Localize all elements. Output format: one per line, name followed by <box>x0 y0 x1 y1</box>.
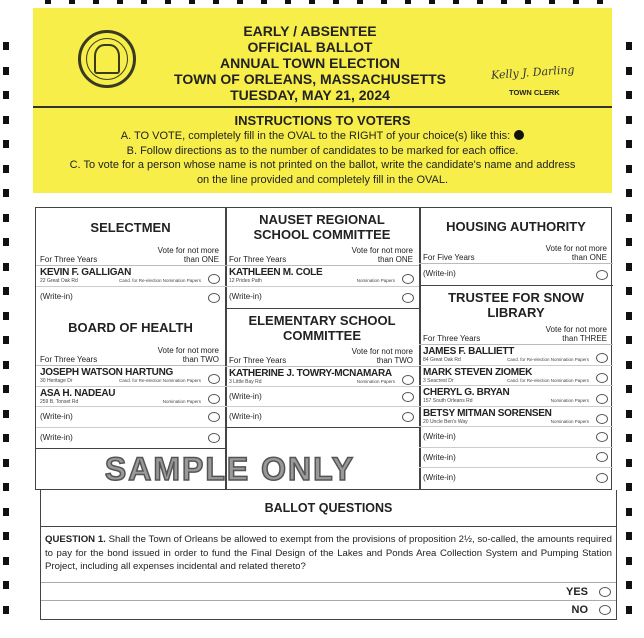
timing-mark <box>626 508 632 516</box>
candidate-details <box>423 419 609 425</box>
write-in-row[interactable] <box>419 468 613 489</box>
write-in-row[interactable] <box>225 387 419 407</box>
vote-oval[interactable] <box>596 452 608 462</box>
office-term-row <box>225 246 419 266</box>
office-trustee <box>419 285 613 489</box>
candidate-row[interactable] <box>419 386 613 407</box>
answer-no[interactable] <box>41 601 616 619</box>
no-label: NO <box>571 604 588 616</box>
timing-mark <box>3 434 9 442</box>
question-text: Shall the Town of Orleans be allowed to exempt from the provisions of proposition 2½, so-called, the amounts required to pay for the bond issued in order to fund the Final Design of the Lakes and Ponds Area Collection System and Pumping Station Project, including all expenses incidental and related thereto? <box>45 534 612 572</box>
office-term-row <box>225 347 419 367</box>
clerk-signature: Kelly J. Darling <box>490 63 575 82</box>
timing-mark <box>626 189 632 197</box>
ballot-questions-title: BALLOT QUESTIONS <box>41 490 616 527</box>
candidate-address: 259 B. Tonset Rd <box>40 398 79 405</box>
candidate-row[interactable] <box>419 366 613 387</box>
vote-limit: Vote for not more than THREE <box>545 325 607 343</box>
vote-limit: Vote for not more than ONE <box>157 246 219 264</box>
write-in-label[interactable]: (Write-in) <box>40 432 73 442</box>
title-line: OFFICIAL BALLOT <box>247 39 373 55</box>
instruction-b: B. Follow directions as to the number of candidates to be marked for each office. <box>126 144 519 157</box>
candidate-note: Nomination Papers <box>356 278 395 283</box>
office-elementary <box>225 309 419 428</box>
timing-mark <box>165 0 171 4</box>
candidate-details <box>40 278 221 284</box>
candidate-address: 84 Great Oak Rd <box>423 357 461 363</box>
timing-mark <box>285 0 291 4</box>
timing-mark <box>3 165 9 173</box>
office-title: ELEMENTARY SCHOOL COMMITTEE <box>248 313 396 343</box>
candidate-address: 3 Little Bay Rd <box>229 379 262 385</box>
write-in-row[interactable] <box>419 427 613 448</box>
divider <box>33 106 612 108</box>
timing-mark <box>3 42 9 50</box>
title-line: EARLY / ABSENTEE <box>243 23 377 39</box>
candidate-details <box>40 378 221 384</box>
question-1 <box>41 527 616 583</box>
candidate-details <box>423 357 609 363</box>
candidate-name: KEVIN F. GALLIGAN <box>40 267 132 278</box>
vote-oval[interactable] <box>596 432 608 442</box>
candidate-details <box>423 378 609 384</box>
office-term-row <box>419 244 613 264</box>
term-length: For Five Years <box>423 253 475 262</box>
office-title: BOARD OF HEALTH <box>68 320 193 335</box>
instruction-a <box>33 129 612 144</box>
candidate-note: Nomination Papers <box>550 418 589 424</box>
timing-mark <box>626 434 632 442</box>
timing-mark <box>93 0 99 4</box>
candidate-row[interactable] <box>36 266 225 287</box>
candidate-name: CHERYL G. BRYAN <box>423 387 510 398</box>
timing-mark <box>626 557 632 565</box>
title-line: ANNUAL TOWN ELECTION <box>220 55 400 71</box>
instructions <box>33 112 612 187</box>
candidate-name: JOSEPH WATSON HARTUNG <box>40 367 173 378</box>
write-in-label[interactable]: (Write-in) <box>229 412 262 421</box>
timing-mark <box>237 0 243 4</box>
timing-mark <box>3 459 9 467</box>
write-in-label[interactable]: (Write-in) <box>229 392 262 401</box>
timing-mark <box>626 483 632 491</box>
timing-mark <box>501 0 507 4</box>
vote-oval[interactable] <box>596 353 608 363</box>
vote-oval[interactable] <box>208 274 220 284</box>
office-housing <box>419 208 613 286</box>
candidate-name: KATHLEEN M. COLE <box>229 267 323 278</box>
office-health <box>36 309 225 449</box>
office-title: NAUSET REGIONAL SCHOOL COMMITTEE <box>253 212 391 242</box>
sample-watermark: SAMPLE ONLY <box>104 451 356 487</box>
answer-yes[interactable] <box>41 583 616 601</box>
timing-mark <box>525 0 531 4</box>
candidate-address: 22 Great Oak Rd <box>40 278 78 284</box>
term-length: For Three Years <box>40 255 98 264</box>
timing-mark <box>3 189 9 197</box>
timing-mark <box>3 287 9 295</box>
term-length: For Three Years <box>40 355 98 364</box>
candidate-name: JAMES F. BALLIETT <box>423 346 515 357</box>
candidate-row[interactable] <box>225 266 419 287</box>
question-label: QUESTION 1. <box>45 534 106 545</box>
ballot-title <box>140 23 480 103</box>
vote-oval[interactable] <box>402 274 414 284</box>
timing-mark <box>189 0 195 4</box>
timing-mark <box>3 67 9 75</box>
candidate-row[interactable] <box>225 367 419 387</box>
vote-oval[interactable] <box>402 392 414 402</box>
office-term-row <box>36 346 225 366</box>
write-in-row[interactable] <box>36 287 225 308</box>
timing-mark <box>3 385 9 393</box>
timing-mark <box>3 508 9 516</box>
term-length: For Three Years <box>423 334 481 343</box>
candidate-note: Cand. for Re-election Nomination Papers <box>118 278 201 283</box>
timing-mark <box>626 238 632 246</box>
instructions-title: INSTRUCTIONS TO VOTERS <box>234 113 411 128</box>
candidate-details <box>423 398 609 404</box>
timing-mark <box>626 312 632 320</box>
term-length: For Three Years <box>229 255 287 264</box>
candidate-note: Nomination Papers <box>162 398 201 404</box>
candidate-note: Cand. for Re-election Nomination Papers <box>506 357 589 362</box>
timing-mark <box>405 0 411 4</box>
timing-mark <box>3 91 9 99</box>
timing-mark <box>626 116 632 124</box>
timing-mark <box>626 91 632 99</box>
title-line: TOWN OF ORLEANS, MASSACHUSETTS <box>174 71 446 87</box>
candidate-note: Nomination Papers <box>550 398 589 403</box>
timing-mark <box>429 0 435 4</box>
timing-mark <box>573 0 579 4</box>
timing-mark <box>309 0 315 4</box>
town-seal-logo <box>78 30 136 88</box>
candidate-details <box>229 278 415 284</box>
timing-mark <box>626 532 632 540</box>
timing-mark <box>3 483 9 491</box>
write-in-row[interactable] <box>419 448 613 469</box>
vote-oval[interactable] <box>596 270 608 280</box>
candidate-name: MARK STEVEN ZIOMEK <box>423 366 533 378</box>
write-in-row[interactable] <box>36 428 225 449</box>
candidate-row[interactable] <box>36 387 225 408</box>
candidate-address: 157 South Orleans Rd <box>423 398 473 404</box>
term-length: For Three Years <box>229 356 287 365</box>
office-title: HOUSING AUTHORITY <box>446 218 586 234</box>
timing-mark <box>626 606 632 614</box>
yes-label: YES <box>565 586 588 598</box>
vote-limit: Vote for not more than ONE <box>351 246 413 264</box>
candidate-note: Cand. for Re-election Nomination Papers <box>118 378 201 383</box>
write-in-label[interactable]: (Write-in) <box>40 292 73 301</box>
timing-mark <box>626 263 632 271</box>
office-nauset <box>225 208 419 309</box>
write-in-label[interactable]: (Write-in) <box>423 452 456 462</box>
oval-yes[interactable] <box>599 587 611 597</box>
timing-mark <box>626 459 632 467</box>
timing-mark <box>3 214 9 222</box>
timing-mark <box>3 312 9 320</box>
candidate-details <box>229 379 415 385</box>
timing-mark <box>117 0 123 4</box>
timing-mark <box>626 361 632 369</box>
vote-limit: Vote for not more than ONE <box>545 244 607 262</box>
candidate-details <box>40 399 221 405</box>
election-date: TUESDAY, MAY 21, 2024 <box>230 87 390 103</box>
timing-mark <box>3 557 9 565</box>
office-title: TRUSTEE FOR SNOW LIBRARY <box>448 290 584 320</box>
timing-mark <box>626 165 632 173</box>
vote-limit: Vote for not more than TWO <box>157 346 219 364</box>
candidate-address: 30 Heritage Dr <box>40 378 73 384</box>
timing-mark <box>549 0 555 4</box>
vote-oval[interactable] <box>402 412 414 422</box>
candidate-row[interactable] <box>36 366 225 387</box>
timing-mark <box>3 532 9 540</box>
timing-mark <box>381 0 387 4</box>
timing-mark <box>261 0 267 4</box>
timing-mark <box>3 606 9 614</box>
candidate-address: 12 Prides Path <box>229 278 262 284</box>
vote-oval[interactable] <box>208 374 220 384</box>
timing-mark <box>626 287 632 295</box>
timing-mark <box>213 0 219 4</box>
timing-mark <box>626 581 632 589</box>
timing-mark <box>141 0 147 4</box>
write-in-row[interactable] <box>225 287 419 308</box>
vote-oval[interactable] <box>596 473 608 483</box>
timing-mark <box>3 410 9 418</box>
timing-mark <box>3 263 9 271</box>
ballot-questions <box>40 490 617 620</box>
write-in-row[interactable] <box>36 407 225 428</box>
timing-mark <box>626 67 632 75</box>
clerk-label: TOWN CLERK <box>509 88 560 97</box>
instruction-c: C. To vote for a person whose name is not printed on the ballot, write the candidate's name and address on the line provided and completely fill in the OVAL. <box>69 159 576 186</box>
timing-mark <box>333 0 339 4</box>
write-in-label[interactable]: (Write-in) <box>229 292 262 301</box>
write-in-label[interactable]: (Write-in) <box>423 432 456 441</box>
candidate-note: Cand. for Re-election Nomination Papers <box>506 377 589 383</box>
candidate-name: BETSY MITMAN SORENSEN <box>423 407 552 419</box>
vote-oval[interactable] <box>208 433 220 443</box>
timing-mark <box>3 238 9 246</box>
timing-mark <box>626 410 632 418</box>
vote-oval[interactable] <box>208 293 220 303</box>
offices-table <box>35 207 612 490</box>
filled-oval-icon <box>514 130 524 140</box>
office-title: SELECTMEN <box>90 219 171 235</box>
candidate-name: KATHERINE J. TOWRY-MCNAMARA <box>229 368 392 379</box>
vote-limit: Vote for not more than TWO <box>351 347 413 365</box>
timing-mark <box>626 336 632 344</box>
write-in-label[interactable]: (Write-in) <box>423 473 456 482</box>
write-in-label[interactable]: (Write-in) <box>423 269 456 278</box>
timing-mark <box>3 140 9 148</box>
office-selectmen <box>36 208 225 308</box>
oval-no[interactable] <box>599 605 611 615</box>
timing-mark <box>3 336 9 344</box>
candidate-address: 20 Uncle Ben's Way <box>423 418 468 425</box>
write-in-label[interactable]: (Write-in) <box>40 412 73 421</box>
office-term-row <box>419 325 613 345</box>
timing-mark <box>626 214 632 222</box>
office-term-row <box>36 246 225 266</box>
timing-mark <box>69 0 75 4</box>
timing-mark <box>453 0 459 4</box>
candidate-address: 3 Seacrest Dr <box>423 377 454 384</box>
timing-mark <box>3 116 9 124</box>
timing-mark <box>597 0 603 4</box>
vote-oval[interactable] <box>402 375 414 385</box>
timing-mark <box>626 385 632 393</box>
vote-oval[interactable] <box>208 412 220 422</box>
write-in-row[interactable] <box>225 407 419 427</box>
candidate-row[interactable] <box>419 345 613 366</box>
timing-mark <box>357 0 363 4</box>
write-in-row[interactable] <box>419 264 613 285</box>
timing-mark <box>3 581 9 589</box>
vote-oval[interactable] <box>596 394 608 404</box>
timing-mark <box>477 0 483 4</box>
candidate-note: Nomination Papers <box>356 379 395 384</box>
candidate-row[interactable] <box>419 407 613 428</box>
instruction-a-text: A. TO VOTE, completely fill in the OVAL to the RIGHT of your choice(s) like this: <box>120 130 511 142</box>
vote-oval[interactable] <box>402 293 414 303</box>
timing-mark <box>626 42 632 50</box>
candidate-name: ASA H. NADEAU <box>40 387 116 399</box>
ballot-header <box>33 8 612 193</box>
timing-mark <box>3 361 9 369</box>
timing-mark <box>626 140 632 148</box>
timing-mark <box>45 0 51 4</box>
